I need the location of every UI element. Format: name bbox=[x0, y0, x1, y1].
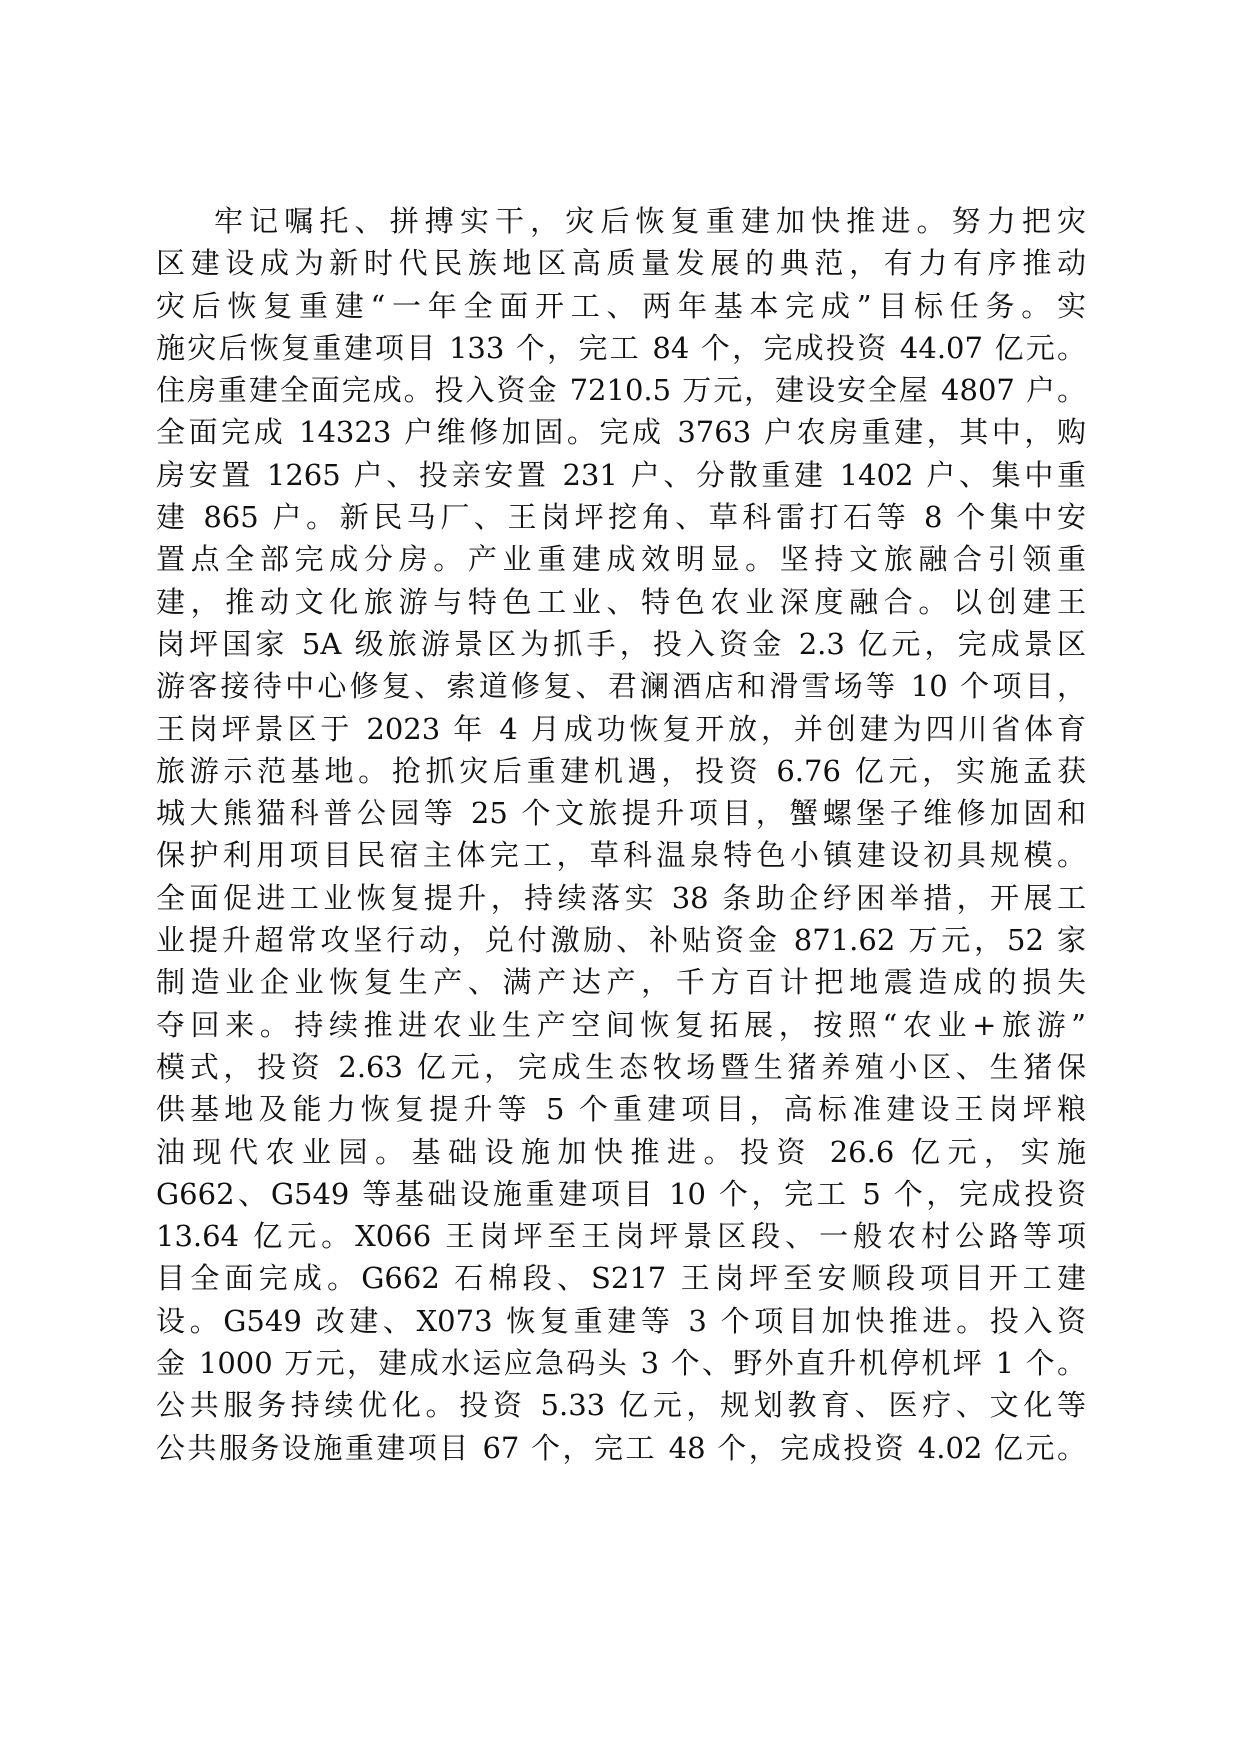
text-line: 施灾后恢复重建项目 133 个，完工 84 个，完成投资 44.07 亿元。 bbox=[156, 330, 1086, 365]
text-line: 公共服务设施重建项目 67 个，完工 48 个，完成投资 4.02 亿元。 bbox=[156, 1430, 1086, 1465]
text-line: 供基地及能力恢复提升等 5 个重建项目，高标准建设王岗坪粮 bbox=[156, 1092, 1086, 1127]
text-line: G662、G549 等基础设施重建项目 10 个，完工 5 个，完成投资 bbox=[156, 1176, 1086, 1211]
text-line: 金 1000 万元，建成水运应急码头 3 个、野外直升机停机坪 1 个。 bbox=[156, 1346, 1086, 1381]
text-line: 建，推动文化旅游与特色工业、特色农业深度融合。以创建王 bbox=[156, 584, 1086, 619]
text-line: 王岗坪景区于 2023 年 4 月成功恢复开放，并创建为四川省体育 bbox=[156, 711, 1086, 746]
text-line: 区建设成为新时代民族地区高质量发展的典范，有力有序推动 bbox=[156, 246, 1086, 281]
text-line: 全面完成 14323 户维修加固。完成 3763 户农房重建，其中，购 bbox=[156, 415, 1086, 450]
text-line: 置点全部完成分房。产业重建成效明显。坚持文旅融合引领重 bbox=[156, 542, 1086, 577]
text-line: 目全面完成。G662 石棉段、S217 王岗坪至安顺段项目开工建 bbox=[156, 1261, 1086, 1296]
text-line: 模式，投资 2.63 亿元，完成生态牧场暨生猪养殖小区、生猪保 bbox=[156, 1049, 1086, 1084]
text-line: 城大熊猫科普公园等 25 个文旅提升项目，蟹螺堡子维修加固和 bbox=[156, 796, 1086, 831]
text-line: 设。G549 改建、X073 恢复重建等 3 个项目加快推进。投入资 bbox=[156, 1303, 1086, 1338]
text-line: 建 865 户。新民马厂、王岗坪挖角、草科雷打石等 8 个集中安 bbox=[156, 500, 1086, 535]
text-line: 房安置 1265 户、投亲安置 231 户、分散重建 1402 户、集中重 bbox=[156, 457, 1086, 492]
text-line: 公共服务持续优化。投资 5.33 亿元，规划教育、医疗、文化等 bbox=[156, 1388, 1086, 1423]
text-line: 灾后恢复重建“一年全面开工、两年基本完成”目标任务。实 bbox=[156, 288, 1086, 323]
text-line: 旅游示范基地。抢抓灾后重建机遇，投资 6.76 亿元，实施孟获 bbox=[156, 753, 1086, 788]
body-paragraph bbox=[156, 200, 1086, 1469]
text-line: 制造业企业恢复生产、满产达产，千方百计把地震造成的损失 bbox=[156, 965, 1086, 1000]
text-line: 油现代农业园。基础设施加快推进。投资 26.6 亿元，实施 bbox=[156, 1134, 1086, 1169]
text-line: 业提升超常攻坚行动，兑付激励、补贴资金 871.62 万元，52 家 bbox=[156, 923, 1086, 958]
text-line: 13.64 亿元。X066 王岗坪至王岗坪景区段、一般农村公路等项 bbox=[156, 1219, 1086, 1254]
text-line: 夺回来。持续推进农业生产空间恢复拓展，按照“农业+旅游” bbox=[156, 1007, 1086, 1042]
text-line: 牢记嘱托、拼搏实干，灾后恢复重建加快推进。努力把灾 bbox=[214, 204, 1086, 238]
text-line: 保护利用项目民宿主体完工，草科温泉特色小镇建设初具规模。 bbox=[156, 838, 1086, 873]
text-line: 全面促进工业恢复提升，持续落实 38 条助企纾困举措，开展工 bbox=[156, 880, 1086, 915]
text-line: 岗坪国家 5A 级旅游景区为抓手，投入资金 2.3 亿元，完成景区 bbox=[156, 626, 1086, 661]
text-line: 游客接待中心修复、索道修复、君澜酒店和滑雪场等 10 个项目， bbox=[156, 669, 1086, 704]
text-line: 住房重建全面完成。投入资金 7210.5 万元，建设安全屋 4807 户。 bbox=[156, 373, 1086, 408]
